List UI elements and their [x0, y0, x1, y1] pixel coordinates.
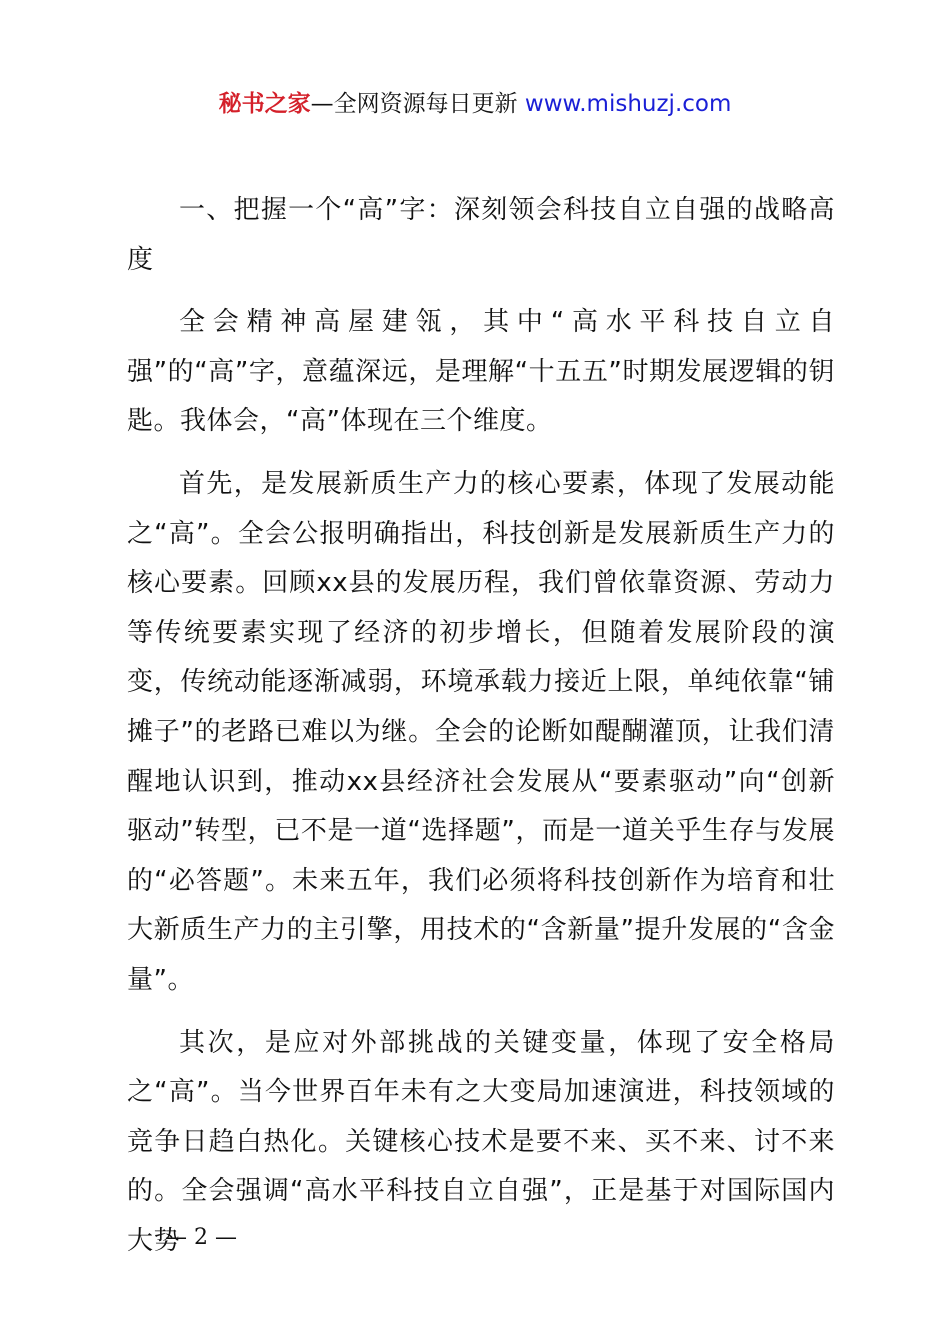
site-banner — [0, 86, 950, 122]
document-body — [127, 186, 835, 1279]
section-heading: 一、把握一个“高”字：深刻领会科技自立自强的战略高度 — [127, 195, 835, 275]
body-paragraph: 其次，是应对外部挑战的关键变量，体现了安全格局之“高”。当今世界百年未有之大变局加速演进，科技领域的竞争日趋白热化。关键核心技术是要不来、买不来、讨不来的。全会强调“高水平科技自立自强”，正是基于对国际国内大势 — [127, 1027, 835, 1256]
body-paragraph: 全会精神高屋建瓴，其中“高水平科技自立自强”的“高”字，意蕴深远，是理解“十五五”时期发展逻辑的钥匙。我体会，“高”体现在三个维度。 — [127, 307, 835, 437]
body-paragraph: 首先，是发展新质生产力的核心要素，体现了发展动能之“高”。全会公报明确指出，科技创新是发展新质生产力的核心要素。回顾xx县的发展历程，我们曾依靠资源、劳动力等传统要素实现了经济的初步增长，但随着发展阶段的演变，传统动能逐渐减弱，环境承载力接近上限，单纯依靠“铺摊子”的老路已难以为继。全会的论断如醍醐灌顶，让我们清醒地认识到，推动xx县经济社会发展从“要素驱动”向“创新驱动”转型，已不是一道“选择题”，而是一道关乎生存与发展的“必答题”。未来五年，我们必须将科技创新作为培育和壮大新质生产力的主引擎，用技术的“含新量”提升发展的“含金量”。 — [127, 468, 835, 995]
banner-tagline: —全网资源每日更新 — [310, 91, 525, 117]
site-url-link[interactable]: www.mishuzj.com — [524, 91, 732, 117]
page-number: — 2 — — [165, 1225, 237, 1250]
brand-name: 秘书之家 — [218, 91, 311, 117]
